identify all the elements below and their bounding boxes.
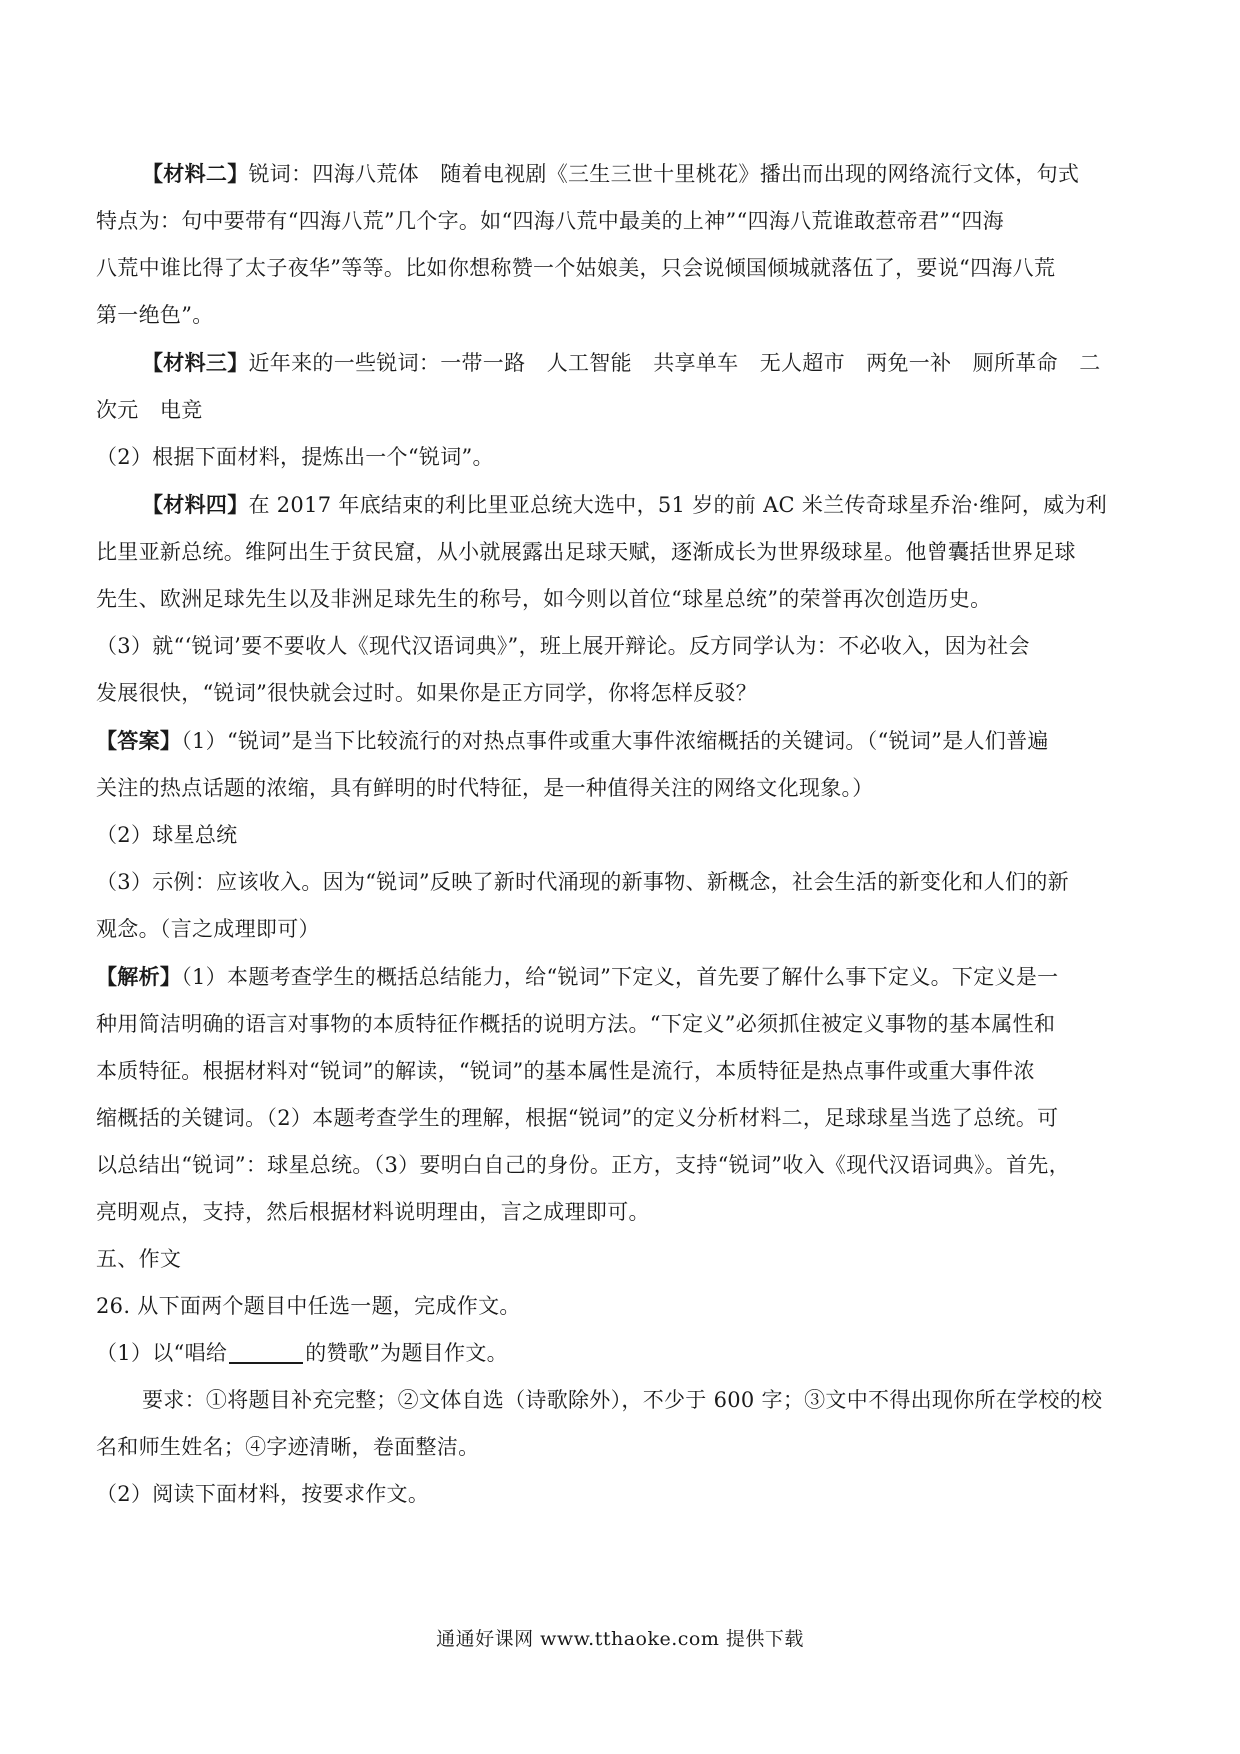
text-line xyxy=(96,623,1136,670)
text-line xyxy=(96,1142,1136,1189)
line-text: 比里亚新总统。维阿出生于贫民窟，从小就展露出足球天赋，逐渐成长为世界级球星。他曾囊括世界足球 xyxy=(96,540,1076,564)
line-text: 26. 从下面两个题目中任选一题，完成作文。 xyxy=(96,1294,521,1318)
section-label: 【答案】 xyxy=(96,728,182,753)
text-line xyxy=(96,670,1136,717)
text-line xyxy=(96,859,1136,906)
line-text: 次元 电竞 xyxy=(96,398,203,422)
text-line xyxy=(96,1236,1136,1283)
text-line xyxy=(96,812,1136,859)
line-text: （3）示例：应该收入。因为“锐词”反映了新时代涌现的新事物、新概念，社会生活的新变化和人们的新 xyxy=(96,870,1069,894)
text-line xyxy=(96,1189,1136,1236)
text-line xyxy=(96,434,1136,481)
line-text: （2）阅读下面材料，按要求作文。 xyxy=(96,1482,430,1506)
text-line xyxy=(96,1377,1136,1424)
line-text-after-blank: 的赞歌”为题目作文。 xyxy=(305,1341,508,1365)
fill-in-blank xyxy=(229,1340,303,1364)
line-text: 先生、欧洲足球先生以及非洲足球先生的称号，如今则以首位“球星总统”的荣誉再次创造历史。 xyxy=(96,587,992,611)
text-line xyxy=(96,529,1136,576)
line-text: 近年来的一些锐词：一带一路 人工智能 共享单车 无人超市 两免一补 厕所革命 二 xyxy=(248,351,1101,375)
section-label: 【材料三】 xyxy=(142,350,249,375)
text-line xyxy=(96,339,1136,387)
line-text: 缩概括的关键词。（2）本题考查学生的理解，根据“锐词”的定义分析材料二，足球球星当选了总统。可 xyxy=(96,1106,1059,1130)
section-label: 【材料二】 xyxy=(142,161,249,186)
text-line xyxy=(96,481,1136,529)
text-line xyxy=(96,1048,1136,1095)
text-line xyxy=(96,1471,1136,1518)
line-text: （2）根据下面材料，提炼出一个“锐词”。 xyxy=(96,445,494,469)
line-text: 种用简洁明确的语言对事物的本质特征作概括的说明方法。“下定义”必须抓住被定义事物的基本属性和 xyxy=(96,1012,1056,1036)
text-line xyxy=(96,387,1136,434)
document-body xyxy=(96,150,1136,1518)
text-line xyxy=(96,150,1136,198)
text-line xyxy=(96,576,1136,623)
text-line xyxy=(96,717,1136,765)
line-text: 关注的热点话题的浓缩，具有鲜明的时代特征，是一种值得关注的网络文化现象。） xyxy=(96,776,874,800)
text-line xyxy=(96,953,1136,1001)
section-label: 【解析】 xyxy=(96,964,182,989)
section-label: 【材料四】 xyxy=(142,492,249,517)
text-line xyxy=(96,1001,1136,1048)
line-text: 发展很快，“锐词”很快就会过时。如果你是正方同学，你将怎样反驳？ xyxy=(96,681,758,705)
line-text: （1）“锐词”是当下比较流行的对热点事件或重大事件浓缩概括的关键词。（“锐词”是人们普遍 xyxy=(181,729,1049,753)
line-text: 特点为：句中要带有“四海八荒”几个字。如“四海八荒中最美的上神”“四海八荒谁敢惹帝君”“四海 xyxy=(96,209,1004,233)
line-text: 五、作文 xyxy=(96,1247,182,1271)
line-text: 名和师生姓名；④字迹清晰，卷面整洁。 xyxy=(96,1435,480,1459)
text-line xyxy=(96,1424,1136,1471)
text-line xyxy=(96,292,1136,339)
line-text: 要求：①将题目补充完整；②文体自选（诗歌除外），不少于 600 字；③文中不得出现你所在学校的校 xyxy=(142,1388,1103,1412)
line-text: （1）本题考查学生的概括总结能力，给“锐词”下定义，首先要了解什么事下定义。下定义是一 xyxy=(181,965,1059,989)
text-line xyxy=(96,765,1136,812)
line-text: 在 2017 年底结束的利比里亚总统大选中，51 岁的前 AC 米兰传奇球星乔治·维阿，威为利 xyxy=(248,493,1108,517)
line-text: （3）就“‘锐词’要不要收人《现代汉语词典》”，班上展开辩论。反方同学认为：不必收入，因为社会 xyxy=(96,634,1030,658)
text-line xyxy=(96,245,1136,292)
line-text: 锐词：四海八荒体 随着电视剧《三生三世十里桃花》播出而出现的网络流行文体，句式 xyxy=(248,162,1080,186)
line-text: 本质特征。根据材料对“锐词”的解读，“锐词”的基本属性是流行，本质特征是热点事件或重大事件浓 xyxy=(96,1059,1035,1083)
line-text: （2）球星总统 xyxy=(96,823,238,847)
page-footer: 通通好课网 www.tthaoke.com 提供下载 xyxy=(436,1628,804,1650)
line-text: 亮明观点，支持，然后根据材料说明理由，言之成理即可。 xyxy=(96,1200,650,1224)
line-text-before-blank: （1）以“唱给 xyxy=(96,1341,228,1365)
line-text: 八荒中谁比得了太子夜华”等等。比如你想称赞一个姑娘美，只会说倾国倾城就落伍了，要说“四海八荒 xyxy=(96,256,1056,280)
text-line xyxy=(96,1330,1136,1377)
text-line xyxy=(96,1283,1136,1330)
text-line xyxy=(96,906,1136,953)
text-line xyxy=(96,198,1136,245)
text-line xyxy=(96,1095,1136,1142)
line-text: 观念。（言之成理即可） xyxy=(96,917,320,941)
line-text: 第一绝色”。 xyxy=(96,303,214,327)
line-text: 以总结出“锐词”：球星总统。（3）要明白自己的身份。正方，支持“锐词”收入《现代汉语词典》。首先， xyxy=(96,1153,1070,1177)
